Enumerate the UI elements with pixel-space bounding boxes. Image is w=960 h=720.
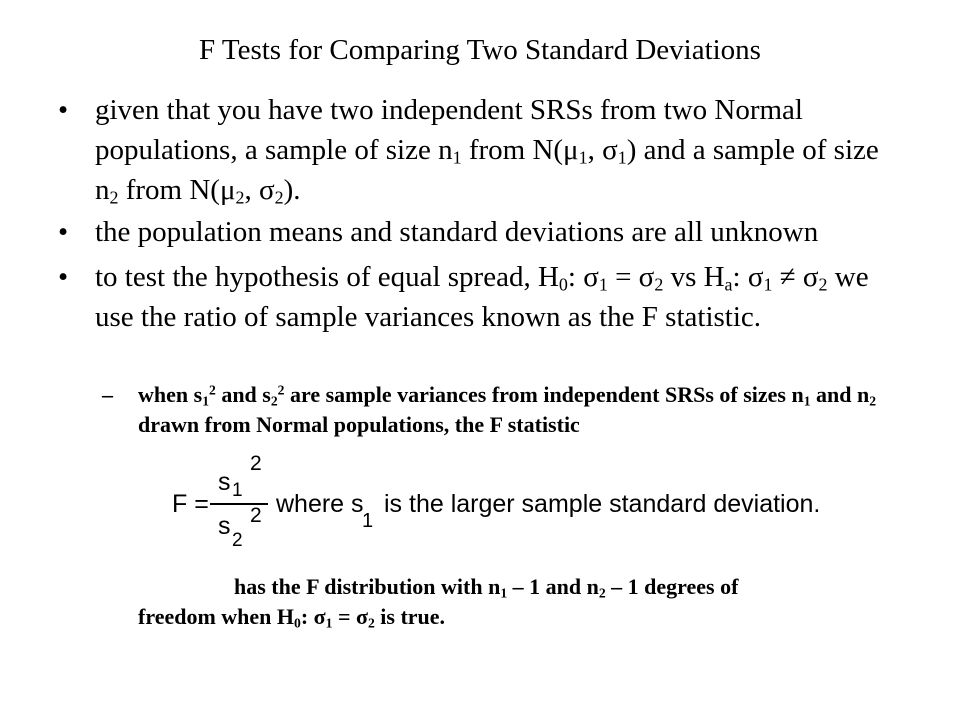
- bullet-dot: •: [58, 94, 69, 126]
- sub-bullet-dash: –: [102, 382, 113, 407]
- bullet-text: given that you have two independent SRSs from two Normal populations, a sample of size $n_1$ from $N(\mu_1$, $\sigma_1$) and a sample of size $n_2$ from $N(\mu_2$, $\sigma_2$).: [95, 94, 879, 208]
- sub-bullet-sample-variances: [102, 380, 902, 440]
- slide-title: F Tests for Comparing Two Standard Deviations: [199, 34, 761, 66]
- formula-description: is the larger sample standard deviation.: [384, 490, 821, 518]
- formula-numerator-subscript: 1: [232, 480, 243, 501]
- conclusion-line-2: freedom when $H_0$: $\sigma_1 = \sigma_2$ is true.: [138, 604, 446, 631]
- sub-bullet-text: when $s_1^2$ and $s_2^2$ are sample variances from independent SRSs of sizes $n_1$ and $n_2$ drawn from Normal populations, the F statistic: [138, 382, 877, 437]
- formula-numerator-s: s: [218, 468, 231, 496]
- conclusion-text: [138, 572, 898, 632]
- formula-denominator-exponent: 2: [250, 504, 262, 527]
- bullet-item-hypothesis: [58, 257, 898, 337]
- f-statistic-formula: [172, 450, 892, 560]
- bullet-item-samples: [58, 90, 898, 210]
- bullet-text: to test the hypothesis of equal spread, $H_0$: $\sigma_1 = \sigma_2$ vs $H_a$: $\sigma_1 \ne \sigma_2$ we use the ratio of sample variances known as the F statistic.: [95, 261, 869, 333]
- bullet-dot: •: [58, 261, 69, 293]
- conclusion-line-1: has the F distribution with $n_1 - 1$ and $n_2 - 1$ degrees of: [234, 574, 739, 601]
- bullet-text: the population means and standard deviations are all unknown: [95, 216, 819, 248]
- formula-lhs: F =: [172, 490, 209, 518]
- formula-where-subscript: 1: [362, 510, 374, 532]
- bullet-dot: •: [58, 216, 69, 248]
- formula-numerator-exponent: 2: [250, 452, 262, 475]
- formula-denominator-s: s: [218, 512, 231, 540]
- formula-where: where s: [276, 490, 364, 518]
- formula-denominator-subscript: 2: [232, 530, 243, 551]
- bullet-item-unknown: [58, 212, 898, 252]
